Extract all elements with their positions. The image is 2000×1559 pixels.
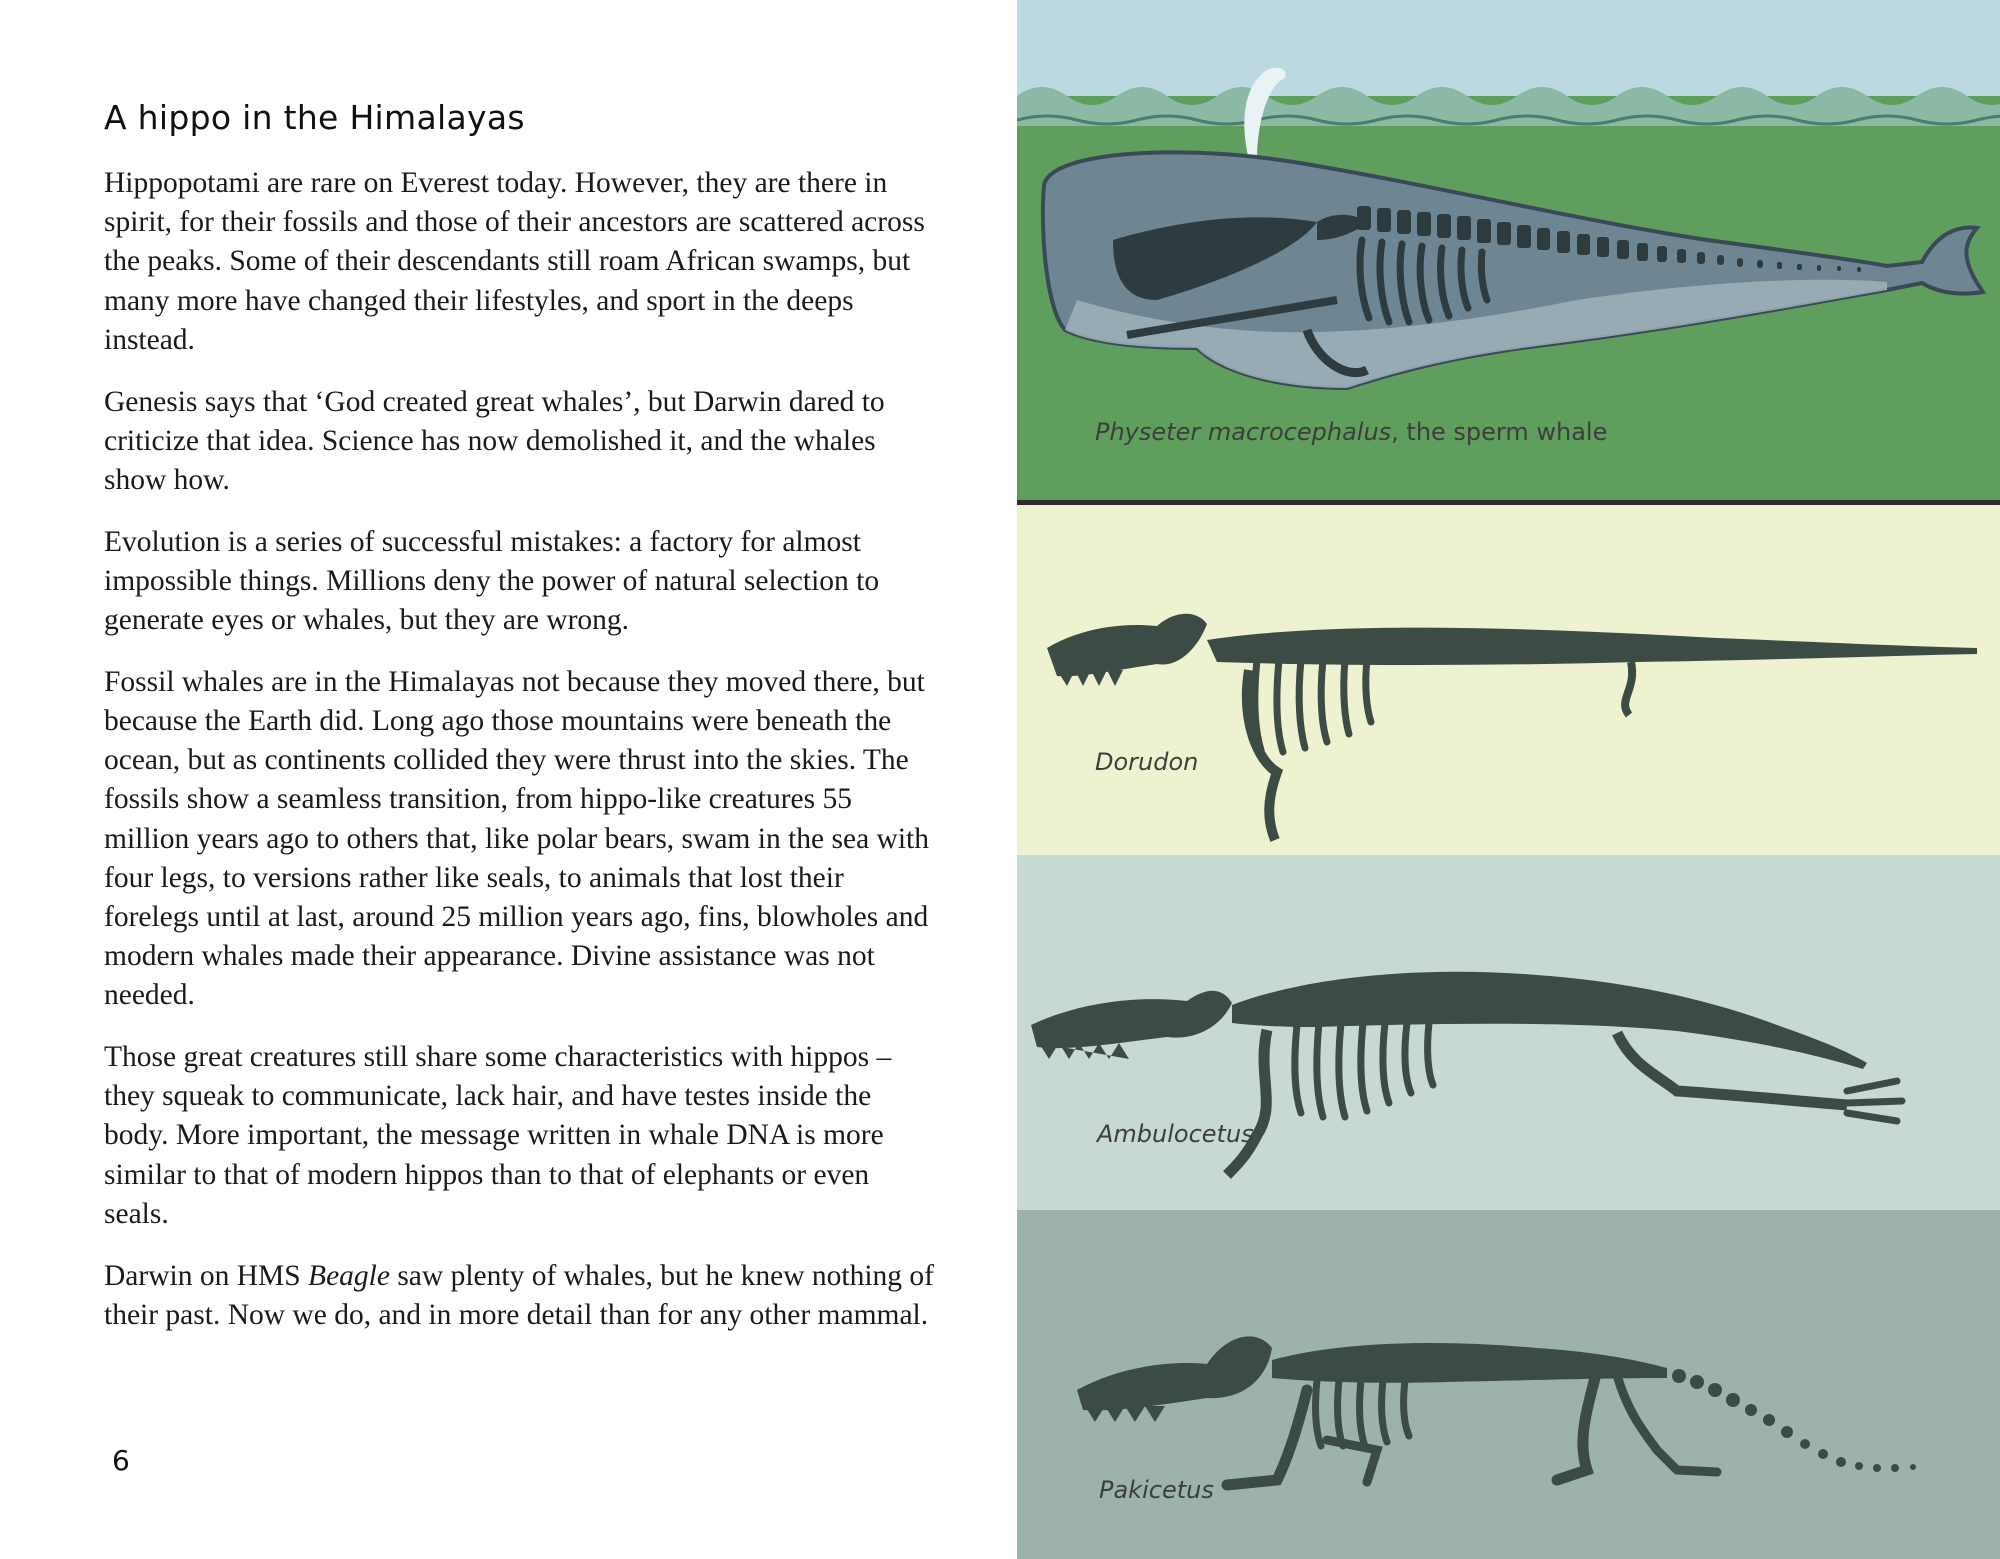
caption-ambulocetus-italic: Ambulocetus — [1097, 1120, 1254, 1148]
paragraph-4: Fossil whales are in the Himalayas not because they moved there, but because the Earth did. Long ago those mountains were beneath the ocean, but as continents collided they were thrust into the skies. The fossils show a seamless transition, from hippo-like creatures 55 million years ago to others that, like polar bears, swam in the sea with four legs, to versions rather like seals, to animals that lost their forelegs until at last, around 25 million years ago, fins, blowholes and modern whales made their appearance. Divine assistance was not needed. — [104, 665, 929, 1012]
page-number: 6 — [112, 1444, 130, 1477]
caption-sperm-whale-italic: Physeter macrocephalus — [1095, 418, 1392, 446]
caption-pakicetus-italic: Pakicetus — [1099, 1476, 1214, 1504]
paragraph-5: Those great creatures still share some characteristics with hippos – they squeak to communicate, lack hair, and have testes inside the body. More important, the message written in whale DNA is more similar to that of modern hippos than to that of elephants or even seals. — [104, 1041, 892, 1230]
paragraph-3: Evolution is a series of successful mistakes: a factory for almost impossible things. Millions deny the power of natural selection to generate eyes or whales, but they are wrong. — [104, 525, 880, 637]
paragraph-6-end: saw plenty of whales, but he knew nothing of their past. Now we do, and in more detail than for any other mammal. — [104, 1259, 934, 1331]
pakicetus-panel — [1017, 1210, 2000, 1559]
caption-sperm-whale — [1095, 418, 1607, 446]
sperm-whale-panel — [1017, 0, 2000, 500]
illustration-page — [1017, 0, 2000, 1559]
dorudon-illustration — [1017, 500, 2000, 855]
caption-dorudon-italic: Dorudon — [1095, 748, 1199, 776]
ambulocetus-panel — [1017, 855, 2000, 1210]
section-heading: A hippo in the Himalayas — [104, 98, 525, 137]
caption-pakicetus — [1099, 1476, 1214, 1504]
beagle-italic: Beagle — [308, 1259, 390, 1292]
dorudon-panel — [1017, 500, 2000, 855]
caption-ambulocetus — [1097, 1120, 1254, 1148]
pakicetus-illustration — [1017, 1210, 2000, 1559]
sky-background — [1017, 0, 2000, 96]
paragraph-2: Genesis says that ‘God created great whales’, but Darwin dared to criticize that idea. Science has now demolished it, and the whales show how. — [104, 385, 885, 496]
ambulocetus-illustration — [1017, 855, 2000, 1210]
caption-dorudon — [1095, 748, 1198, 776]
paragraph-6 — [104, 1257, 934, 1335]
body-text — [104, 164, 934, 1357]
caption-sperm-whale-rest: , the sperm whale — [1391, 418, 1608, 446]
paragraph-6-start: Darwin on HMS — [104, 1259, 309, 1292]
paragraph-1: Hippopotami are rare on Everest today. However, they are there in spirit, for their fossils and those of their ancestors are scattered across the peaks. Some of their descendants still roam African swamps, but many more have changed their lifestyles, and sport in the deeps instead. — [104, 167, 925, 356]
